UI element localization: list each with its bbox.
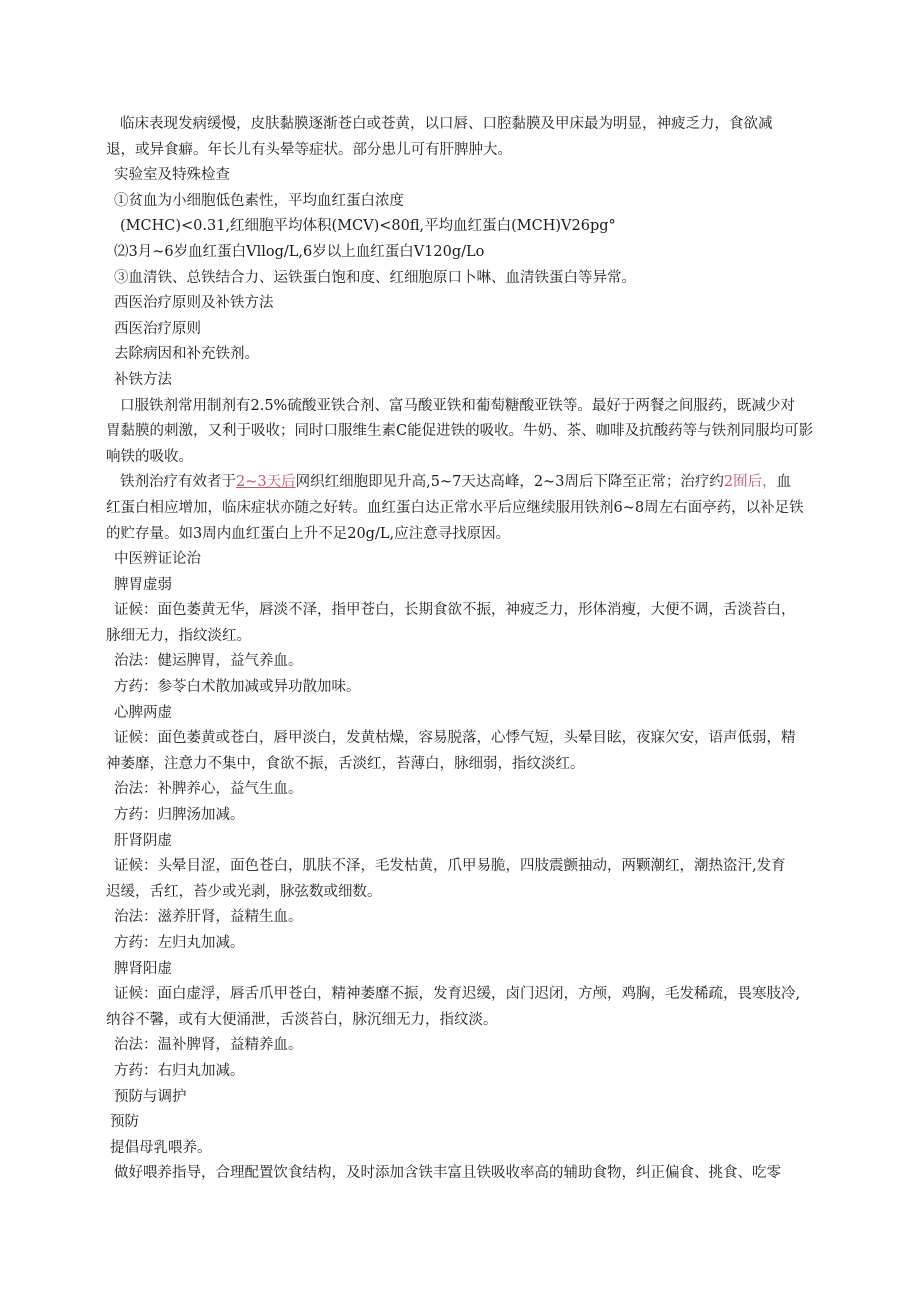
lab-item-1: ①贫血为小细胞低色素性，平均血红蛋白浓度 [114, 192, 404, 209]
iron-paragraph-line-3: 响铁的吸收。 [106, 448, 193, 465]
heading-tcm-treatment: 中医辨证论治 [114, 551, 201, 568]
syndrome-title-spleen-kidney: 脾肾阳虚 [114, 960, 172, 977]
syndrome-title-liver-kidney: 肝肾阴虚 [114, 832, 172, 849]
paragraph-clinical-line-1: 临床表现发病缓慢，皮肤黏膜逐渐苍白或苍黄，以口唇、口腔黏膜及甲床最为明显，神疲乏力，食欲减 [120, 116, 773, 132]
document-body [80, 112, 850, 1187]
effect-paragraph-line-1 [80, 470, 850, 496]
heading-iron-method: 补铁方法 [114, 371, 172, 388]
syndrome-method: 治法：健运脾胃，益气养血。 [114, 653, 303, 670]
iron-paragraph-line-1: 口服铁剂常用制剂有2.5%硫酸亚铁合剂、富马酸亚铁和葡萄糖酸亚铁等。最好于两餐之间服药，既减少对 [120, 397, 795, 414]
syndrome-signs-line-1: 证候：面色萎黄无华，唇淡不泽，指甲苍白，长期食欲不振，神疲乏力，形体消瘦，大便不调，舌淡苔白， [114, 602, 796, 619]
effect-text-a: 铁剂治疗有效者于 [120, 474, 236, 491]
syndrome-signs-line-2: 脉细无力，指纹淡红。 [106, 627, 251, 644]
syndrome-signs-line-2: 纳谷不馨，或有大便涌泄，舌淡苔白，脉沉细无力，指纹淡。 [106, 1011, 498, 1028]
syndrome-formula: 方药：右归丸加减。 [114, 1062, 245, 1079]
effect-paragraph-line-3: 的贮存量。如3周内血红蛋白上升不足20g/L,应注意寻找原因。 [106, 525, 511, 542]
effect-text-e: 血 [776, 474, 792, 491]
heading-lab-exam: 实验室及特殊检查 [114, 167, 230, 184]
heading-western-treatment: 西医治疗原则及补铁方法 [114, 295, 274, 312]
prevention-item-1: 提倡母乳喂养。 [110, 1139, 212, 1156]
lab-item-3: ③血清铁、总铁结合力、运铁蛋白饱和度、红细胞原口卜啉、血清铁蛋白等异常。 [114, 269, 636, 286]
heading-prevention-care: 预防与调护 [114, 1088, 187, 1105]
effect-paragraph-line-2: 红蛋白相应增加，临床症状亦随之好转。血红蛋白达正常水平后应继续服用铁剂6~8周左右面亭药，以补足铁 [106, 499, 804, 516]
effect-text-c: 网织红细胞即见升高,5~7天达高峰，2~3周后下降至正常；治疗约 [295, 474, 724, 491]
western-principle-text: 去除病因和补充铁剂。 [114, 346, 259, 363]
syndrome-formula: 方药：参苓白术散加减或异功散加味。 [114, 679, 361, 696]
syndrome-method: 治法：温补脾肾，益精养血。 [114, 1037, 303, 1054]
syndrome-signs-line-1: 证候：面色萎黄或苍白，唇甲淡白，发黄枯燥，容易脱落，心悸气短，头晕目眩，夜寐欠安，语声低弱，精 [114, 730, 796, 747]
heading-western-principle: 西医治疗原则 [114, 320, 201, 337]
iron-paragraph-line-2: 胃黏膜的刺激，又利于吸收；同时口服维生素C能促进铁的吸收。牛奶、茶、咖啡及抗酸药等与铁剂同服均可影 [106, 423, 814, 440]
syndrome-formula: 方药：归脾汤加减。 [114, 807, 245, 824]
effect-underlined-days: 2~3天后 [236, 474, 296, 491]
syndrome-signs-line-2: 神萎靡，注意力不集中，食欲不振，舌淡红，苔薄白，脉细弱，指纹淡红。 [106, 755, 585, 772]
lab-item-2: ⑵3月~6岁血红蛋白Vllog/L,6岁以上血红蛋白V120g/Lo [114, 243, 485, 260]
effect-red-weeks: 2囿后， [723, 474, 777, 491]
paragraph-clinical-line-2: 退，或异食癖。年长儿有头晕等症状。部分患儿可有肝脾肿大。 [106, 141, 512, 158]
syndrome-signs-line-2: 迟缓，舌红，苔少或光剥，脉弦数或细数。 [106, 883, 382, 900]
syndrome-method: 治法：滋养肝肾，益精生血。 [114, 909, 303, 926]
prevention-item-2: 做好喂养指导，合理配置饮食结构，及时添加含铁丰富且铁吸收率高的辅助食物，纠正偏食、挑食、吃零 [114, 1165, 781, 1182]
heading-prevention: 预防 [110, 1114, 139, 1131]
syndrome-method: 治法：补脾养心，益气生血。 [114, 781, 303, 798]
syndrome-title-spleen-stomach: 脾胃虚弱 [114, 576, 172, 593]
syndrome-title-heart-spleen: 心脾两虚 [114, 704, 172, 721]
lab-item-1-continued: (MCHC)<0.31,红细胞平均体积(MCV)<80fl,平均血红蛋白(MCH)V26pg° [120, 218, 616, 235]
syndrome-formula: 方药：左归丸加减。 [114, 935, 245, 951]
syndrome-signs-line-1: 证候：面白虚浮，唇舌爪甲苍白，精神萎靡不振，发育迟缓，卤门迟闭，方颅，鸡胸，毛发稀疏，畏寒肢冷, [114, 986, 801, 1003]
syndrome-signs-line-1: 证候：头晕目涩，面色苍白，肌肤不泽，毛发枯黄，爪甲易脆，四肢震颤抽动，两颗潮红，潮热盗汗,发育 [114, 858, 786, 875]
